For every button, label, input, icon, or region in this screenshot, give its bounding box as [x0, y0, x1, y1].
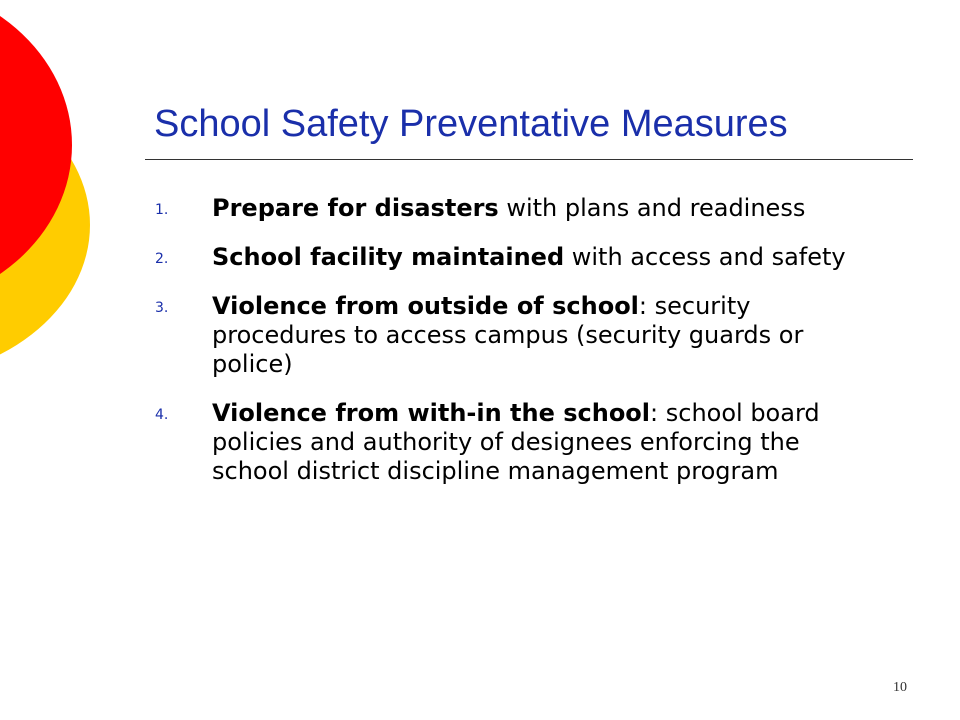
list-item-heading: School facility maintained: [212, 243, 565, 271]
list-item-number: 1.: [155, 202, 169, 218]
list-item-number: 4.: [155, 407, 169, 423]
list-item-text: : security procedures to access campus (security guards or police): [212, 292, 804, 378]
list-item: [152, 243, 882, 272]
list-item-number: 3.: [155, 300, 169, 316]
list-item-number: 2.: [155, 251, 169, 267]
list-item-text: with plans and readiness: [498, 194, 806, 222]
slide-title: School Safety Preventative Measures: [154, 103, 788, 145]
list-item-heading: Prepare for disasters: [212, 194, 499, 222]
list-item-heading: Violence from with-in the school: [212, 399, 651, 427]
list-item: [152, 292, 882, 379]
list-item-text: : school board policies and authority of designees enforcing the school district discipline management program: [212, 399, 820, 485]
list-item-text: with access and safety: [564, 243, 846, 271]
page-number: 10: [893, 680, 907, 695]
title-divider: [145, 159, 913, 160]
list-item-heading: Violence from outside of school: [212, 292, 639, 320]
list-item: [152, 399, 882, 486]
list-item: [152, 194, 882, 223]
measures-list: [152, 194, 882, 506]
